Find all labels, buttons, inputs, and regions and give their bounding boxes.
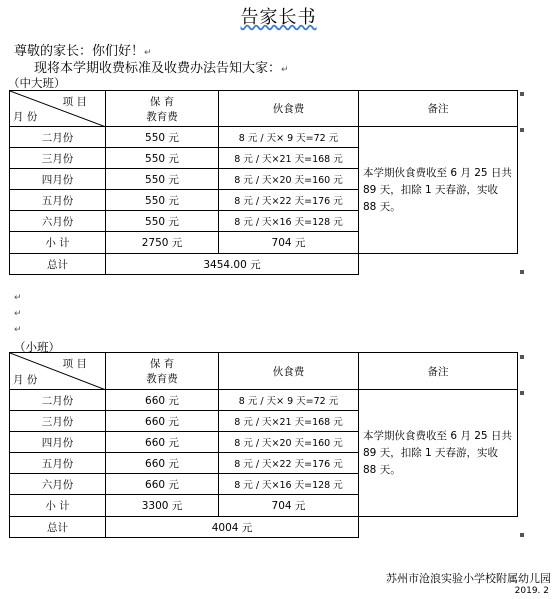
total-row: 总计 4004 元 [10,517,518,538]
document-title: 告家长书 [240,7,317,28]
fee-table-small [9,352,518,538]
table-row: 五月份 550 元 8 元 / 天×22 天=176 元 [10,190,518,211]
remark-header: 备注 [359,91,518,127]
row-end-marker [520,355,524,359]
table-row: 五月份 660 元 8 元 / 天×22 天=176 元 [10,453,518,474]
food-fee-header: 伙食费 [219,353,359,390]
row-end-marker [520,270,524,274]
subtotal-row: 小 计 2750 元 704 元 [10,232,518,254]
table-row: 三月份 550 元 8 元 / 天×21 天=168 元 [10,148,518,169]
remark-cell: 本学期伙食费收至 6 月 25 日共 89 天，扣除 1 天春游，实收 88 天。 [359,127,518,254]
diagonal-header-cell: 项 目 月 份 [10,353,106,390]
paragraph-mark: ↵ [14,325,22,335]
table-row: 二月份 550 元 8 元 / 天× 9 天=72 元 本学期伙食费收至 6 月 25 日共 89 天，扣除 1 天春游，实收 88 天。 [10,127,518,148]
footer-organization: 苏州市沧浪实验小学校附属幼儿园 [386,572,551,585]
edu-fee-header: 保 育 教育费 [106,91,219,127]
table-row: 六月份 660 元 8 元 / 天×16 天=128 元 [10,474,518,495]
total-row: 总计 3454.00 元 [10,254,518,275]
row-end-marker [520,92,524,96]
section-label-mid-large: （中大班） [8,76,66,90]
table-row: 四月份 550 元 8 元 / 天×20 天=160 元 [10,169,518,190]
remark-cell: 本学期伙食费收至 6 月 25 日共 89 天，扣除 1 天春游，实收 88 天。 [359,390,518,517]
header-row [10,353,518,390]
fee-table-mid-large [9,90,518,275]
row-end-marker [520,533,524,537]
diagonal-header-cell: 项 目 月 份 [10,91,106,127]
section-label-small: （小班） [14,340,60,354]
row-end-marker [520,128,524,132]
table-row: 四月份 660 元 8 元 / 天×20 天=160 元 [10,432,518,453]
paragraph-mark: ↵ [14,309,22,319]
table-row: 六月份 550 元 8 元 / 天×16 天=128 元 [10,211,518,232]
greeting-line: 尊敬的家长：你们好！↵ [14,44,152,59]
remark-header: 备注 [359,353,518,390]
header-row [10,91,518,127]
subtotal-row: 小 计 3300 元 704 元 [10,495,518,517]
table-row: 二月份 660 元 8 元 / 天× 9 天=72 元 本学期伙食费收至 6 月 25 日共 89 天，扣除 1 天春游，实收 88 天。 [10,390,518,411]
paragraph-mark: ↵ [14,293,22,303]
row-end-marker [520,391,524,395]
intro-line: 现将本学期收费标准及收费办法告知大家：↵ [34,61,289,76]
table-row: 三月份 660 元 8 元 / 天×21 天=168 元 [10,411,518,432]
food-fee-header: 伙食费 [219,91,359,127]
edu-fee-header: 保 育 教育费 [106,353,219,390]
footer-date: 2019. 2 [514,586,549,596]
